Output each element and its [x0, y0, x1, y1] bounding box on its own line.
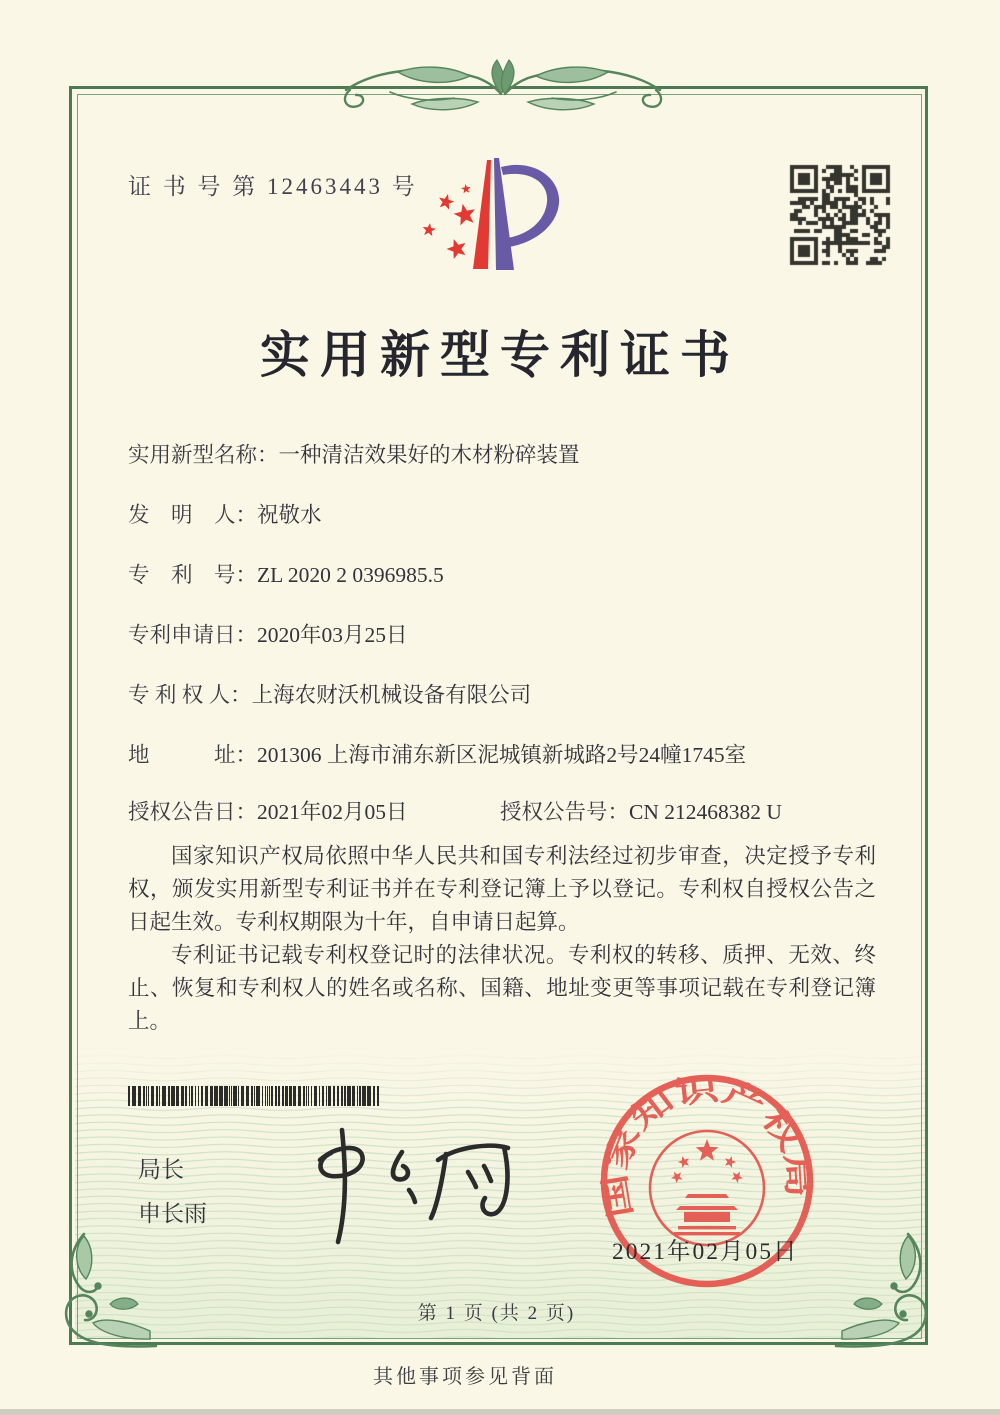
field-row-patentee — [128, 678, 888, 738]
certificate-number: 证 书 号 第 12463443 号 — [128, 174, 418, 199]
field-label: 发 明 人： — [128, 503, 258, 527]
signer-title: 局长 — [138, 1157, 184, 1182]
page-indicator: 第 1 页 (共 2 页) — [417, 1303, 576, 1324]
legal-text — [128, 840, 876, 1038]
signer-block — [138, 1148, 207, 1236]
field-value: 2020年03月25日 — [257, 623, 408, 647]
grant-number-label: 授权公告号： — [500, 800, 630, 824]
shen-changyu-signature-icon — [262, 1118, 542, 1263]
bottom-right-scrollwork-ornament — [818, 1226, 940, 1354]
field-value: 上海农财沃机械设备有限公司 — [251, 683, 532, 707]
field-row-inventor — [128, 498, 888, 558]
seal-text: 国家知识产权局 — [598, 1072, 816, 1221]
field-value: 一种清洁效果好的木材粉碎装置 — [278, 443, 580, 467]
top-scrollwork-ornament — [338, 48, 668, 126]
field-label: 专 利 号： — [128, 563, 258, 587]
field-row-utility-model-name — [128, 438, 888, 498]
bottom-left-scrollwork-ornament — [52, 1226, 174, 1354]
grant-date-label: 授权公告日： — [128, 800, 258, 824]
qr-code — [788, 163, 892, 267]
field-label: 专 利 权 人： — [128, 683, 252, 707]
cnipa-logo-icon — [420, 150, 580, 282]
field-list — [128, 438, 888, 798]
field-row-filing-date — [128, 618, 888, 678]
field-value: 祝敬水 — [257, 503, 322, 527]
back-note: 其他事项参见背面 — [373, 1366, 557, 1388]
grant-row — [128, 795, 908, 826]
field-value: ZL 2020 2 0396985.5 — [257, 563, 444, 587]
field-value: 201306 上海市浦东新区泥城镇新城路2号24幢1745室 — [257, 743, 747, 767]
grant-date-value: 2021年02月05日 — [257, 800, 408, 824]
certificate-title: 实用新型专利证书 — [260, 327, 740, 383]
field-label: 地 址： — [128, 743, 258, 767]
legal-paragraph-1: 国家知识产权局依照中华人民共和国专利法经过初步审查，决定授予专利权，颁发实用新型专利证书并在专利登记簿上予以登记。专利权自授权公告之日起生效。专利权期限为十年，自申请日起算。 — [128, 844, 876, 934]
field-row-address — [128, 738, 888, 798]
signer-name: 申长雨 — [138, 1201, 207, 1226]
field-label: 专利申请日： — [128, 623, 258, 647]
barcode — [128, 1086, 386, 1106]
grant-number-value: CN 212468382 U — [629, 800, 782, 824]
field-row-patent-number — [128, 558, 888, 618]
field-label: 实用新型名称： — [128, 443, 279, 467]
seal-date: 2021年02月05日 — [612, 1239, 799, 1265]
legal-paragraph-2: 专利证书记载专利权登记时的法律状况。专利权的转移、质押、无效、终止、恢复和专利权人的姓名或名称、国籍、地址变更等事项记载在专利登记簿上。 — [128, 943, 876, 1033]
page-bottom-edge — [0, 1409, 1000, 1415]
